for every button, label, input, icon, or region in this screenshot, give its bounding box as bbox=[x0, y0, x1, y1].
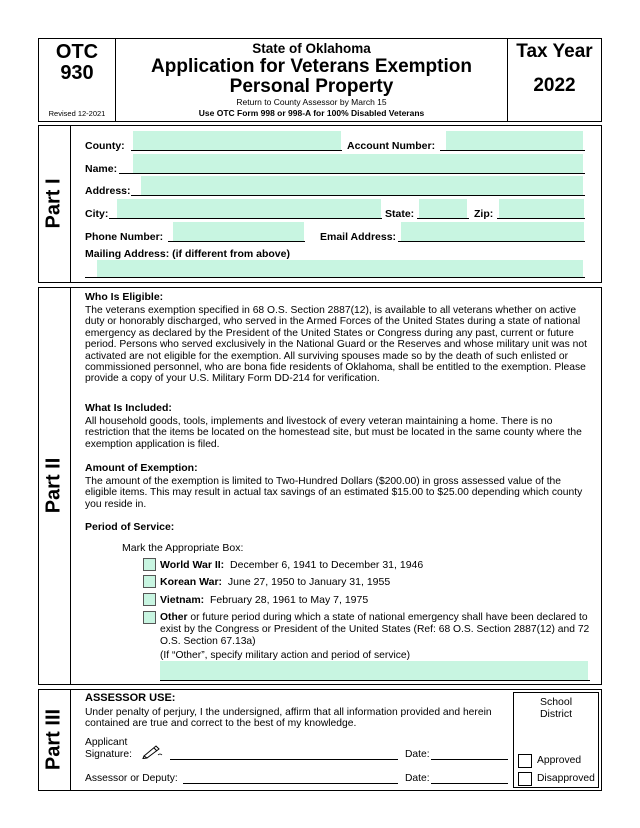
city-input[interactable] bbox=[117, 199, 381, 219]
korean-war-option bbox=[160, 576, 390, 588]
name-input[interactable] bbox=[133, 154, 583, 174]
name-underline bbox=[119, 173, 585, 174]
korean-war-name: Korean War: bbox=[160, 576, 223, 588]
county-underline bbox=[131, 150, 342, 151]
applicant-date-label: Date: bbox=[405, 749, 430, 760]
mailing-address-underline bbox=[85, 277, 585, 278]
address-label: Address: bbox=[85, 185, 131, 197]
school-label: School bbox=[539, 696, 573, 708]
amount-text: The amount of the exemption is limited to Two-Hundred Dollars ($200.00) in gross assessed value of the eligible items. This may result in actual tax savings of an estimated $15.00 to $25.00 depending which county you reside in. bbox=[85, 476, 583, 510]
perjury-statement: Under penalty of perjury, I the undersigned, affirm that all information provided and herein contained are true and correct to the best of my knowledge. bbox=[85, 707, 492, 730]
included-text: All household goods, tools, implements and livestock of every veteran maintaining a home. There is no restriction that the items be located on the homestead site, but must be located in the same county where the exemption application is filed. bbox=[85, 416, 582, 450]
other-specify-input[interactable] bbox=[160, 661, 588, 680]
vietnam-checkbox[interactable] bbox=[143, 593, 156, 606]
account-number-underline bbox=[440, 150, 585, 151]
korean-war-dates: June 27, 1950 to January 31, 1955 bbox=[227, 576, 391, 588]
email-underline bbox=[398, 241, 585, 242]
part3-label: Part III bbox=[42, 708, 65, 771]
state-label: State: bbox=[385, 208, 415, 220]
part1-label-divider bbox=[70, 125, 71, 283]
pen-icon bbox=[142, 743, 164, 759]
vietnam-option bbox=[160, 594, 368, 606]
amount-heading: Amount of Exemption: bbox=[85, 462, 198, 474]
part2-label-divider bbox=[70, 287, 71, 685]
applicant-label: Applicant bbox=[85, 737, 128, 748]
period-heading: Period of Service: bbox=[85, 521, 175, 533]
korean-war-checkbox[interactable] bbox=[143, 575, 156, 588]
part2-label: Part II bbox=[42, 457, 65, 514]
state-input[interactable] bbox=[419, 199, 467, 219]
other-checkbox[interactable] bbox=[143, 611, 156, 624]
approved-label: Approved bbox=[537, 755, 582, 766]
mailing-address-label: Mailing Address: (if different from above) bbox=[85, 248, 290, 260]
approved-checkbox[interactable] bbox=[518, 754, 532, 768]
signature-label: Signature: bbox=[85, 749, 132, 760]
other-description: or future period during which a state of national emergency shall have been declared to exist by the Congress or President of the United States (Ref: 68 O.S. Section 2887(12) and 72 O.S. Section 67.13a) bbox=[160, 612, 590, 648]
part1-label: Part I bbox=[42, 178, 65, 229]
name-label: Name: bbox=[85, 163, 118, 175]
assessor-deputy-label: Assessor or Deputy: bbox=[85, 773, 178, 784]
use-form-note: Use OTC Form 998 or 998-A for 100% Disabled Veterans bbox=[198, 108, 425, 118]
vietnam-name: Vietnam: bbox=[160, 594, 205, 606]
eligible-text: The veterans exemption specified in 68 O.S. Section 2887(12), is available to all veterans whether on active duty or honorably discharged, who served in the Armed Forces of the United States during a state of national emergency as declared by the President of the United States or Congress during any past, current or future period. Persons who served exclusively in the National Guard or the Reserves and whose military unit was not activated are not eligible for the exemption. All surviving spouses made so by the death of such enlisted or commissioned personnel, who are bona fide residents of Oklahoma, shall be entitled to the exemption. Please provide a copy of your U.S. Military Form DD-214 for verification. bbox=[85, 305, 587, 385]
zip-input[interactable] bbox=[499, 199, 584, 219]
disapproved-label: Disapproved bbox=[537, 773, 595, 784]
disapproved-checkbox[interactable] bbox=[518, 772, 532, 786]
eligible-heading: Who Is Eligible: bbox=[85, 291, 164, 303]
other-name: Other bbox=[160, 612, 188, 623]
assessor-use-heading: ASSESSOR USE: bbox=[85, 692, 176, 704]
phone-input[interactable] bbox=[173, 222, 304, 242]
other-option bbox=[160, 612, 595, 649]
state-name: State of Oklahoma bbox=[252, 41, 371, 56]
mailing-address-input[interactable] bbox=[97, 260, 583, 277]
ww2-name: World War II: bbox=[160, 559, 225, 571]
vietnam-dates: February 28, 1961 to May 7, 1975 bbox=[210, 594, 369, 606]
part3-label-divider bbox=[70, 689, 71, 791]
form-code-line1: OTC bbox=[55, 41, 99, 63]
district-label: District bbox=[539, 708, 573, 720]
account-number-input[interactable] bbox=[446, 131, 583, 151]
form-title-line1: Application for Veterans Exemption bbox=[151, 56, 472, 77]
city-label: City: bbox=[85, 208, 109, 220]
included-heading: What Is Included: bbox=[85, 402, 172, 414]
form-title-line2: Personal Property bbox=[229, 76, 394, 97]
address-underline bbox=[131, 195, 585, 196]
assessor-date-line[interactable] bbox=[431, 783, 508, 784]
revised-date: Revised 12-2021 bbox=[48, 109, 106, 118]
county-label: County: bbox=[85, 140, 125, 152]
applicant-date-line[interactable] bbox=[431, 759, 508, 760]
form-code-line2: 930 bbox=[60, 62, 94, 84]
assessor-signature-line[interactable] bbox=[183, 783, 398, 784]
state-underline bbox=[417, 218, 469, 219]
county-input[interactable] bbox=[133, 131, 341, 151]
tax-year-value: 2022 bbox=[533, 75, 576, 96]
phone-label: Phone Number: bbox=[85, 231, 164, 243]
other-note: (If “Other”, specify military action and period of service) bbox=[160, 650, 411, 661]
assessor-date-label: Date: bbox=[405, 773, 430, 784]
ww2-option bbox=[160, 559, 423, 571]
other-specify-underline bbox=[160, 680, 590, 681]
city-underline bbox=[109, 218, 382, 219]
account-number-label: Account Number: bbox=[347, 140, 436, 152]
ww2-dates: December 6, 1941 to December 31, 1946 bbox=[230, 559, 424, 571]
ww2-checkbox[interactable] bbox=[143, 558, 156, 571]
tax-year-label: Tax Year bbox=[516, 41, 593, 62]
applicant-signature-line[interactable] bbox=[170, 759, 398, 760]
zip-underline bbox=[497, 218, 585, 219]
mark-box-instruction: Mark the Appropriate Box: bbox=[122, 542, 244, 554]
zip-label: Zip: bbox=[474, 208, 494, 220]
phone-underline bbox=[168, 241, 305, 242]
return-instruction: Return to County Assessor by March 15 bbox=[236, 97, 387, 107]
email-label: Email Address: bbox=[320, 231, 397, 243]
email-input[interactable] bbox=[401, 222, 584, 242]
address-input[interactable] bbox=[141, 176, 583, 196]
